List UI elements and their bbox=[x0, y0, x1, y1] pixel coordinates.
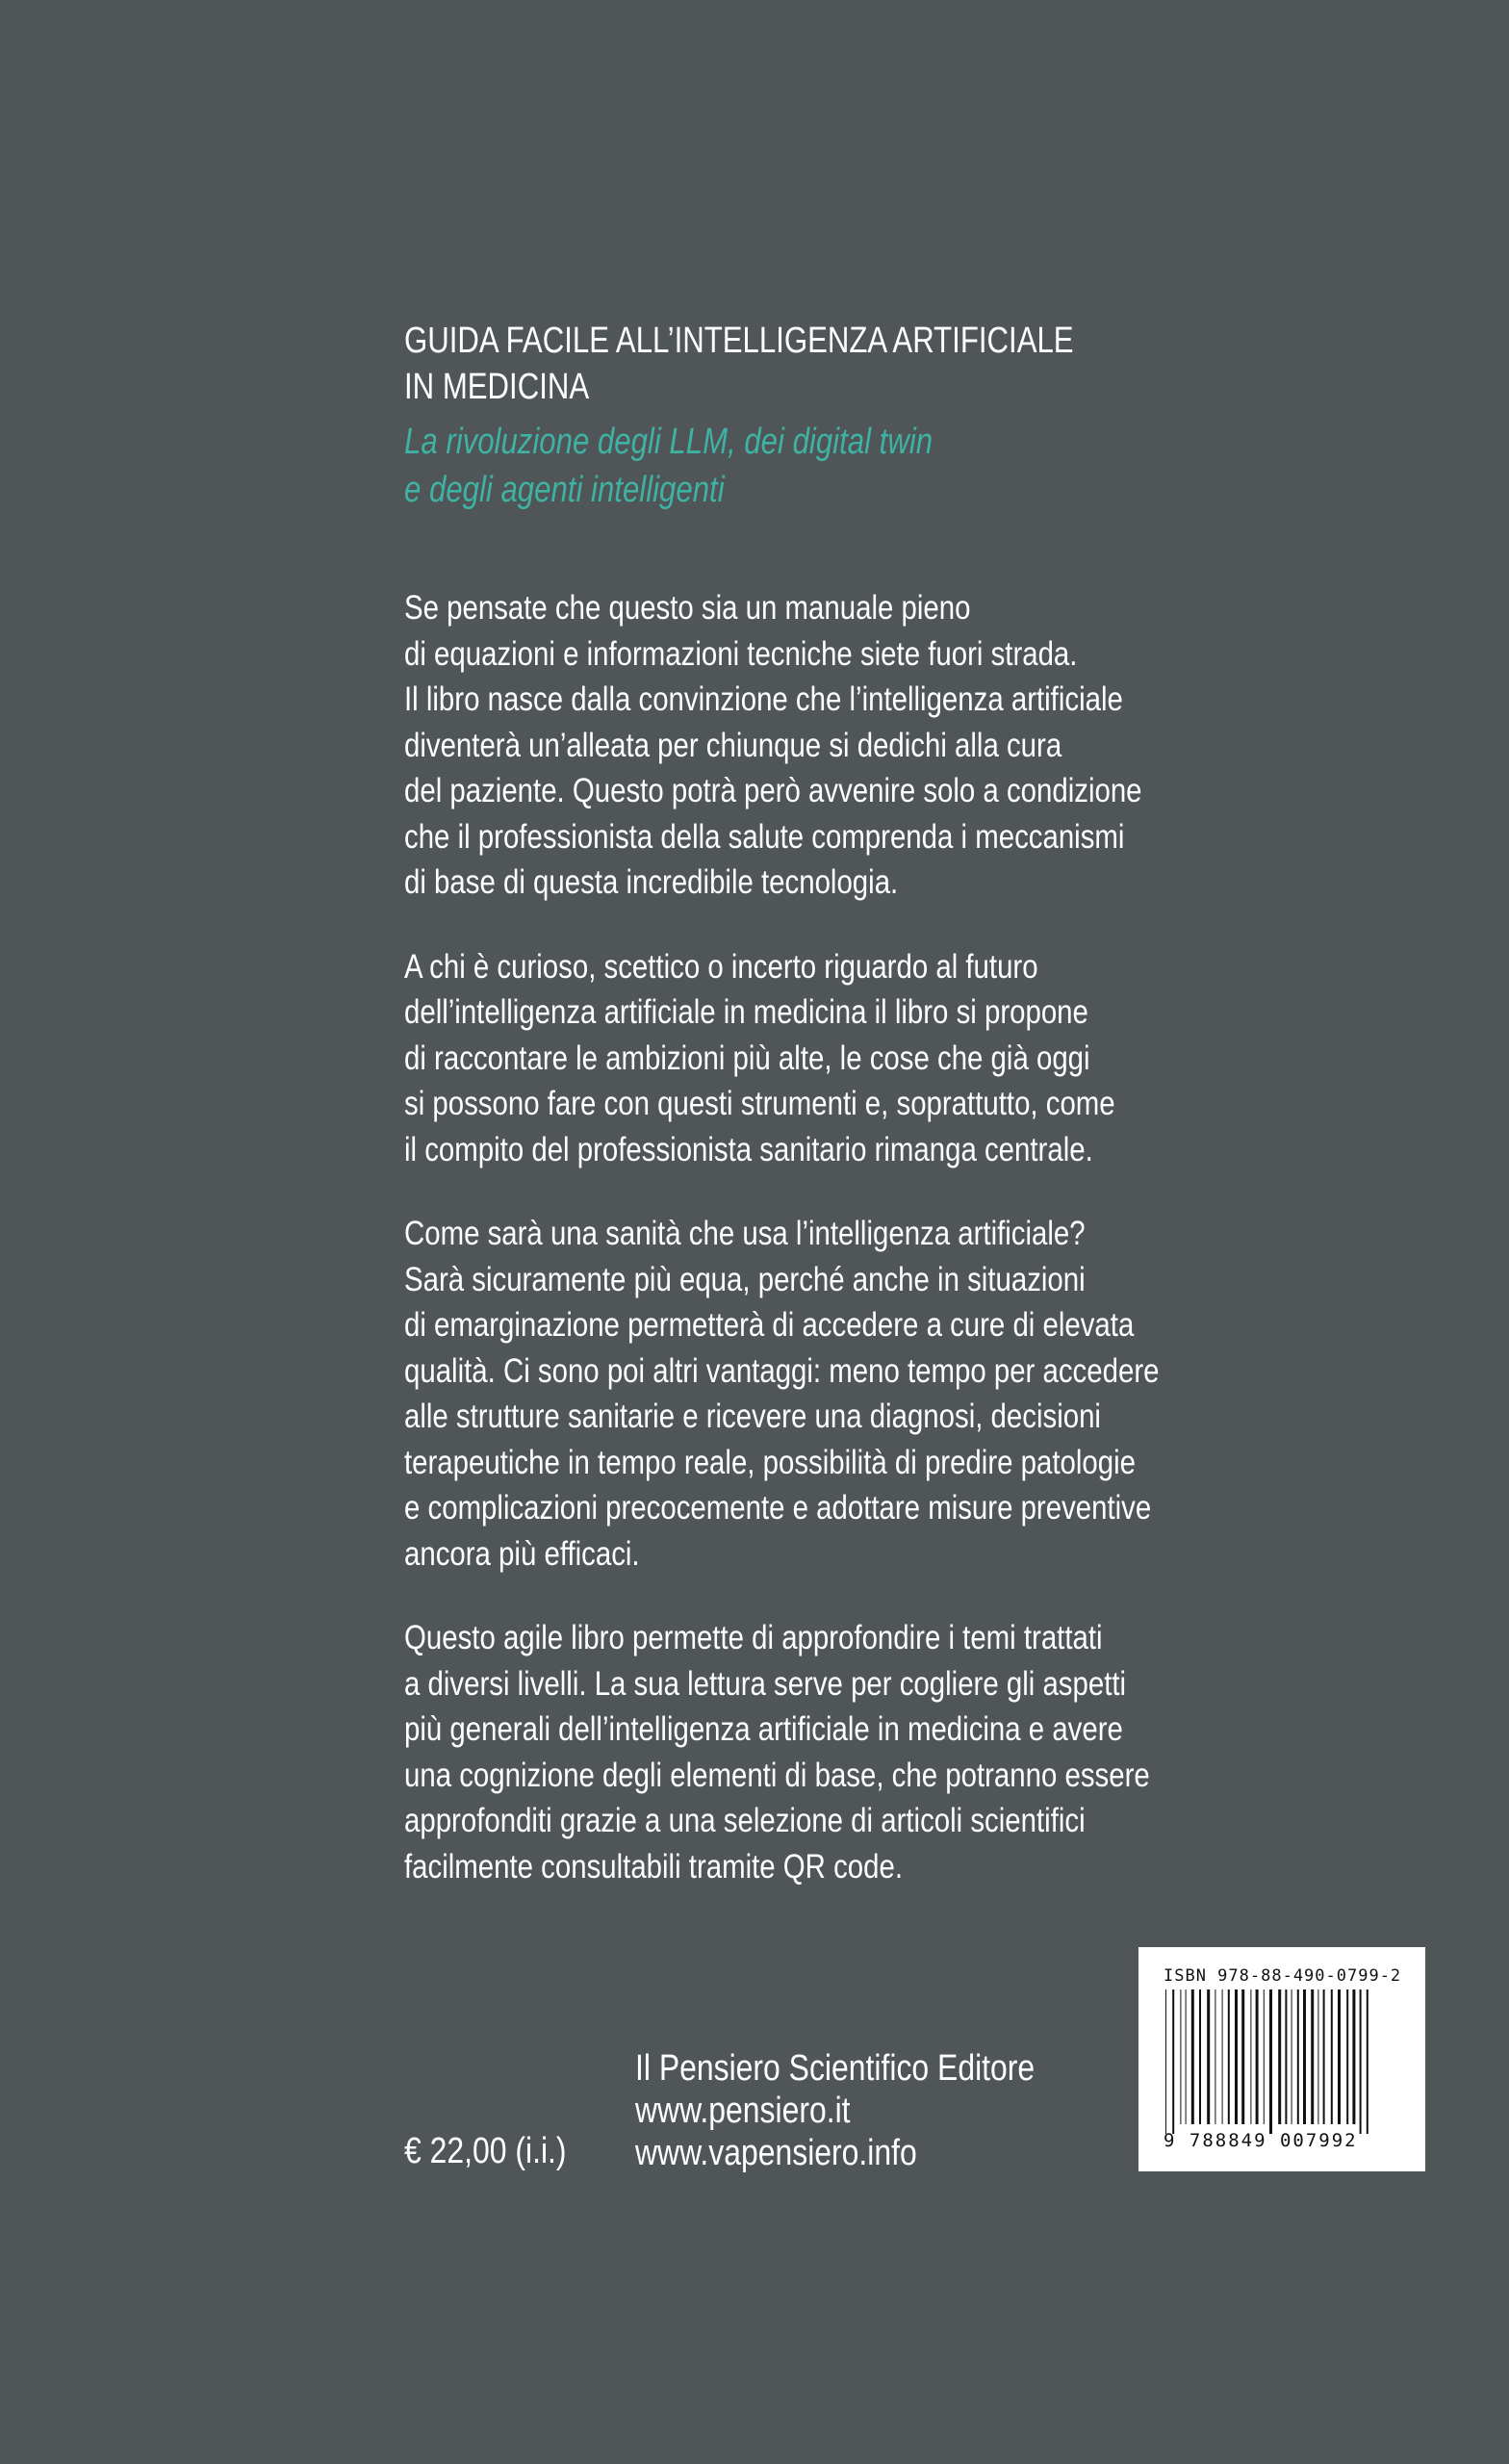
barcode-bars bbox=[1162, 1989, 1402, 2134]
blurb-line: e complicazioni precocemente e adottare misure preventive bbox=[404, 1489, 1152, 1527]
blurb-line: si possono fare con questi strumenti e, soprattutto, come bbox=[404, 1085, 1115, 1122]
blurb-paragraph bbox=[404, 1211, 1160, 1577]
blurb-line: di base di questa incredibile tecnologia. bbox=[404, 863, 899, 901]
barcode-bar bbox=[1199, 1989, 1201, 2124]
blurb-paragraph bbox=[404, 585, 1142, 906]
barcode-bar bbox=[1235, 1989, 1238, 2124]
blurb-line: approfonditi grazie a una selezione di articoli scientifici bbox=[404, 1802, 1086, 1839]
barcode-bar bbox=[1241, 1989, 1244, 2124]
blurb-line: Questo agile libro permette di approfondire i temi trattati bbox=[404, 1619, 1103, 1656]
publisher-info bbox=[635, 2047, 1035, 2174]
barcode-bar bbox=[1207, 1989, 1210, 2124]
barcode-bar bbox=[1297, 1989, 1299, 2124]
barcode-bar bbox=[1323, 1989, 1325, 2124]
barcode-bar bbox=[1285, 1989, 1287, 2124]
blurb-line: A chi è curioso, scettico o incerto riguardo al futuro bbox=[404, 947, 1038, 986]
blurb-paragraph bbox=[404, 944, 1115, 1173]
barcode-bar bbox=[1269, 1989, 1272, 2134]
blurb-line: Come sarà una sanità che usa l’intelligenza artificiale? bbox=[404, 1215, 1086, 1252]
barcode-bar bbox=[1338, 1989, 1341, 2124]
blurb-line: ancora più efficaci. bbox=[404, 1534, 640, 1573]
blurb-line: Se pensate che questo sia un manuale pieno bbox=[404, 589, 971, 627]
publisher-website: www.vapensiero.info bbox=[635, 2133, 917, 2173]
barcode-bar bbox=[1256, 1989, 1259, 2124]
blurb-line: il compito del professionista sanitario rimanga centrale. bbox=[404, 1130, 1093, 1168]
barcode-bar bbox=[1360, 1989, 1362, 2134]
blurb-line: una cognizione degli elementi di base, che potranno essere bbox=[404, 1756, 1150, 1794]
blurb-line: Il libro nasce dalla convinzione che l’intelligenza artificiale bbox=[404, 680, 1123, 718]
blurb-line: di raccontare le ambizioni più alte, le cose che già oggi bbox=[404, 1039, 1090, 1077]
barcode-bar bbox=[1191, 1989, 1194, 2124]
blurb-line: di equazioni e informazioni tecniche siete fuori strada. bbox=[404, 634, 1078, 673]
ean-digits: 9 788849 007992 bbox=[1164, 2130, 1358, 2151]
isbn-barcode bbox=[1138, 1947, 1425, 2171]
book-subtitle-line: La rivoluzione degli LLM, dei digital twin bbox=[404, 422, 934, 462]
barcode-bar bbox=[1303, 1989, 1306, 2124]
blurb-line: dell’intelligenza artificiale in medicina il libro si propone bbox=[404, 993, 1088, 1031]
book-title-line: GUIDA FACILE ALL’INTELLIGENZA ARTIFICIALE bbox=[404, 321, 1074, 361]
barcode-bar bbox=[1186, 1989, 1187, 2124]
blurb-line: di emarginazione permetterà di accedere a cure di elevata bbox=[404, 1306, 1135, 1344]
barcode-bar bbox=[1352, 1989, 1355, 2124]
blurb-paragraph bbox=[404, 1615, 1150, 1889]
blurb-line: più generali dell’intelligenza artificiale in medicina e avere bbox=[404, 1710, 1123, 1748]
price-label: € 22,00 (i.i.) bbox=[404, 2131, 567, 2171]
barcode-bar bbox=[1180, 1989, 1181, 2124]
blurb-line: che il professionista della salute comprenda i meccanismi bbox=[404, 817, 1125, 856]
blurb-line: qualità. Ci sono poi altri vantaggi: meno tempo per accedere bbox=[404, 1351, 1160, 1390]
publisher-name: Il Pensiero Scientifico Editore bbox=[635, 2048, 1036, 2089]
blurb-line: diventerà un’alleata per chiunque si dedichi alla cura bbox=[404, 726, 1062, 764]
barcode-bar bbox=[1250, 1989, 1251, 2124]
barcode-bar bbox=[1165, 1989, 1166, 2134]
barcode-bar bbox=[1367, 1989, 1368, 2134]
blurb-line: a diversi livelli. La sua lettura serve per cogliere gli aspetti bbox=[404, 1664, 1127, 1703]
book-title-line: IN MEDICINA bbox=[404, 367, 590, 407]
book-subtitle-line: e degli agenti intelligenti bbox=[404, 470, 725, 510]
book-subtitle bbox=[404, 418, 1067, 514]
barcode-bar bbox=[1346, 1989, 1348, 2124]
barcode-bar bbox=[1317, 1989, 1318, 2124]
blurb-line: Sarà sicuramente più equa, perché anche in situazioni bbox=[404, 1260, 1086, 1298]
blurb-line: facilmente consultabili tramite QR code. bbox=[404, 1847, 903, 1886]
barcode-bar bbox=[1222, 1989, 1223, 2124]
publisher-website: www.pensiero.it bbox=[635, 2091, 851, 2131]
barcode-bar bbox=[1172, 1989, 1174, 2134]
barcode-bar bbox=[1311, 1989, 1314, 2124]
barcode-bar bbox=[1278, 1989, 1281, 2124]
book-title bbox=[404, 318, 1074, 410]
barcode-bar bbox=[1228, 1989, 1230, 2124]
blurb bbox=[404, 585, 1213, 1889]
cover-text-block bbox=[404, 318, 1213, 1928]
blurb-line: terapeutiche in tempo reale, possibilità di predire patologie bbox=[404, 1443, 1136, 1481]
blurb-line: alle strutture sanitarie e ricevere una diagnosi, decisioni bbox=[404, 1398, 1101, 1435]
barcode-bar bbox=[1331, 1989, 1333, 2124]
isbn-label: ISBN 978-88-490-0799-2 bbox=[1164, 1966, 1402, 1986]
barcode-bar bbox=[1264, 1989, 1265, 2124]
blurb-line: del paziente. Questo potrà però avvenire solo a condizione bbox=[404, 772, 1142, 809]
